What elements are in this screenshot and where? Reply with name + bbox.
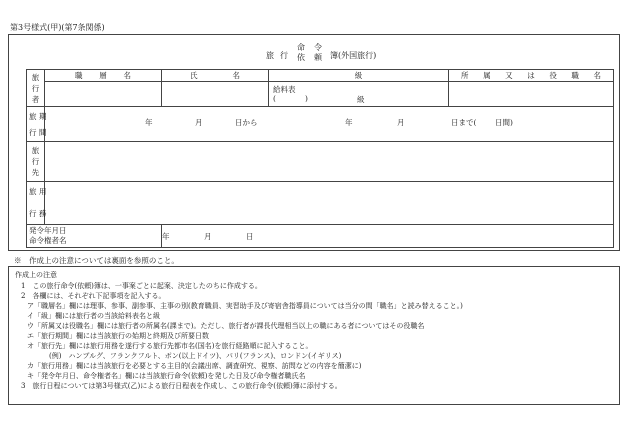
note-line: イ「級」欄には旅行者の当該給料表名と級 bbox=[27, 312, 160, 320]
issued-month: 月 bbox=[204, 232, 212, 241]
days-count: 日間) bbox=[495, 118, 513, 127]
notes-box bbox=[8, 266, 620, 405]
title-suffix: 簿(外国旅行) bbox=[330, 51, 377, 60]
note-line: オ「旅行先」欄には旅行用務を遂行する旅行先都市名(国名)を旅行経路順に記入すること。 bbox=[27, 342, 313, 350]
destination-field[interactable] bbox=[45, 142, 614, 182]
title-stack-1: 命 依 bbox=[297, 43, 305, 62]
title-char: 行 bbox=[280, 51, 288, 60]
job-field[interactable] bbox=[45, 82, 162, 107]
from-year: 年 bbox=[145, 118, 153, 127]
note-line: 3 旅行日程については第3号様式(乙)による旅行日程表を作成し、この旅行命令(依頼)簿に添付する。 bbox=[21, 382, 342, 390]
issued-label: 発令年月日 命令権者名 bbox=[27, 225, 162, 248]
note-line: カ「旅行用務」欄には当該旅行を必要とする主目的(会議出席、調査研究、視察、訪問などの内容を簡潔に) bbox=[27, 362, 362, 370]
header-job: 職 層 名 bbox=[45, 70, 162, 82]
grade-field[interactable] bbox=[269, 82, 449, 107]
salary-table-label: 給料表 bbox=[273, 85, 296, 94]
purpose-label: 旅 用 行 務 bbox=[27, 182, 45, 225]
note-line: (例) ハンブルグ、フランクフルト、ボン(以上ドイツ)、パリ(フランス)、ロンドン(イギリス) bbox=[49, 352, 342, 360]
form-title bbox=[250, 43, 420, 65]
purpose-field[interactable] bbox=[45, 182, 614, 225]
note-line: エ「旅行期間」欄には当該旅行の始期と終期及び所要日数 bbox=[27, 332, 209, 340]
to-month: 月 bbox=[397, 118, 405, 127]
form-table bbox=[26, 69, 614, 248]
to-day: 日まで( bbox=[451, 118, 477, 127]
period-label: 旅 期 行 間 bbox=[27, 107, 45, 142]
destination-label: 旅 行 先 bbox=[27, 142, 45, 182]
header-name: 氏 名 bbox=[162, 70, 269, 82]
form-id: 第3号様式(甲)(第7条関係) bbox=[10, 23, 105, 32]
title-stack-2: 令 頼 bbox=[314, 43, 322, 62]
notes-heading: 作成上の注意 bbox=[15, 271, 57, 279]
grade-suffix: 級 bbox=[357, 95, 365, 104]
traveler-label: 旅 行 者 bbox=[27, 70, 45, 107]
period-field[interactable] bbox=[45, 107, 614, 142]
issued-field[interactable] bbox=[162, 225, 614, 248]
to-year: 年 bbox=[345, 118, 353, 127]
note-line: 2 各欄には、それぞれ下記事項を記入する。 bbox=[21, 292, 166, 300]
paren-close: ) bbox=[305, 94, 308, 103]
title-char: 旅 bbox=[266, 51, 274, 60]
issued-year: 年 bbox=[162, 232, 170, 241]
note-line: ウ「所属又は役職名」欄には旅行者の所属名(課まで)。ただし、旅行者が課長代理相当以上の職にある者についてはその役職名 bbox=[27, 322, 425, 330]
from-month: 月 bbox=[195, 118, 203, 127]
note-line: ア「職層名」欄には理事、参事、副参事、主事の別(教育職員、実習助手及び寄宿舎指導員については当分の間「職名」と読み替えること。) bbox=[27, 302, 463, 310]
travel-order-form bbox=[8, 34, 620, 251]
note-line: 1 この旅行命令(依頼)簿は、一事案ごとに起案、決定したのちに作成する。 bbox=[21, 282, 262, 290]
header-affiliation: 所 属 又 は 役 職 名 bbox=[449, 70, 614, 82]
issued-day: 日 bbox=[246, 232, 254, 241]
paren-open: ( bbox=[273, 94, 276, 103]
affiliation-field[interactable] bbox=[449, 82, 614, 107]
name-field[interactable] bbox=[162, 82, 269, 107]
from-day: 日から bbox=[235, 118, 258, 127]
note-line: キ「発令年月日、命令権者名」欄には当該旅行命令(依頼)を発した日及び命令権者職氏名 bbox=[27, 372, 306, 380]
reverse-side-note: ※ 作成上の注意については裏面を参照のこと。 bbox=[14, 256, 179, 265]
header-grade: 級 bbox=[269, 70, 449, 82]
